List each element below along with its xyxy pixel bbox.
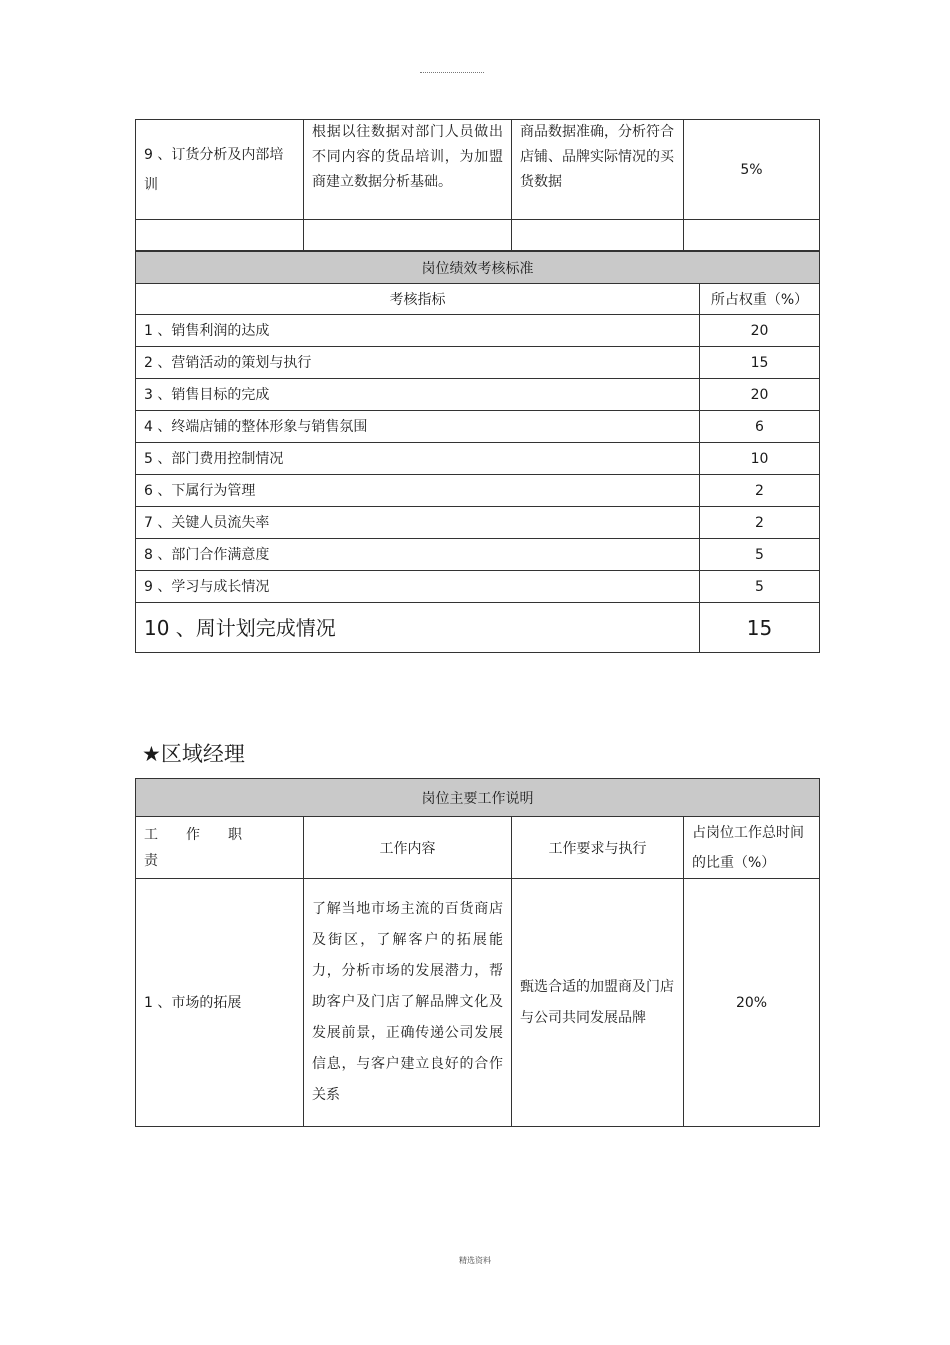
indicator-cell: 2 、营销活动的策划与执行 — [136, 347, 700, 379]
weight-cell: 15 — [700, 347, 820, 379]
col-indicator: 考核指标 — [136, 284, 700, 315]
weight-cell: 5 — [700, 571, 820, 603]
requirement-cell: 甄选合适的加盟商及门店与公司共同发展品牌 — [512, 879, 684, 1127]
weight-cell: 6 — [700, 411, 820, 443]
kpi-title-row — [136, 252, 820, 284]
table-row — [136, 539, 820, 571]
weight-cell: 15 — [700, 603, 820, 653]
col-ratio: 占岗位工作总时间的比重（%） — [684, 817, 820, 879]
header-rule — [420, 72, 484, 73]
indicator-cell: 9 、学习与成长情况 — [136, 571, 700, 603]
job-header-row — [136, 817, 820, 879]
table-row — [136, 475, 820, 507]
table-row — [136, 571, 820, 603]
indicator-cell: 3 、销售目标的完成 — [136, 379, 700, 411]
indicator-cell: 5 、部门费用控制情况 — [136, 443, 700, 475]
table-row-empty — [136, 220, 820, 251]
col-content: 工作内容 — [304, 817, 512, 879]
job-title-row — [136, 779, 820, 817]
ratio-cell: 5% — [684, 120, 820, 220]
col-weight: 所占权重（%） — [700, 284, 820, 315]
table-row — [136, 411, 820, 443]
table-row — [136, 507, 820, 539]
requirement-cell: 商品数据准确，分析符合店铺、品牌实际情况的买货数据 — [512, 120, 684, 220]
weight-cell: 10 — [700, 443, 820, 475]
job-table — [135, 778, 820, 1127]
weight-cell: 20 — [700, 315, 820, 347]
indicator-cell: 10 、周计划完成情况 — [136, 603, 700, 653]
table-row — [136, 347, 820, 379]
table-row — [136, 443, 820, 475]
weight-cell: 2 — [700, 475, 820, 507]
weight-cell: 2 — [700, 507, 820, 539]
footer-note: 精选资料 — [459, 1256, 491, 1265]
section-title: ★区域经理 — [142, 742, 245, 766]
job-table-title: 岗位主要工作说明 — [136, 779, 820, 817]
table-row — [136, 879, 820, 1127]
content-cell: 了解当地市场主流的百货商店及街区，了解客户的拓展能力，分析市场的发展潜力，帮助客户及门店了解品牌文化及发展前景，正确传递公司发展信息，与客户建立良好的合作关系 — [304, 879, 512, 1127]
ratio-cell: 20% — [684, 879, 820, 1127]
duty-cell: 1 、市场的拓展 — [136, 879, 304, 1127]
table-row — [136, 603, 820, 653]
indicator-cell: 4 、终端店铺的整体形象与销售氛围 — [136, 411, 700, 443]
indicator-cell: 1 、销售利润的达成 — [136, 315, 700, 347]
indicator-cell: 6 、下属行为管理 — [136, 475, 700, 507]
indicator-cell: 7 、关键人员流失率 — [136, 507, 700, 539]
col-duty: 工 作 职责 — [136, 817, 304, 879]
indicator-cell: 8 、部门合作满意度 — [136, 539, 700, 571]
kpi-title: 岗位绩效考核标准 — [136, 252, 820, 284]
weight-cell: 20 — [700, 379, 820, 411]
task-table-continued — [135, 119, 820, 251]
kpi-header-row — [136, 284, 820, 315]
table-row — [136, 379, 820, 411]
weight-cell: 5 — [700, 539, 820, 571]
content-cell: 根据以往数据对部门人员做出不同内容的货品培训，为加盟商建立数据分析基础。 — [304, 120, 512, 220]
table-row — [136, 315, 820, 347]
table-row — [136, 120, 820, 220]
kpi-table — [135, 251, 820, 653]
duty-cell: 9 、订货分析及内部培训 — [136, 120, 304, 220]
col-requirement: 工作要求与执行 — [512, 817, 684, 879]
